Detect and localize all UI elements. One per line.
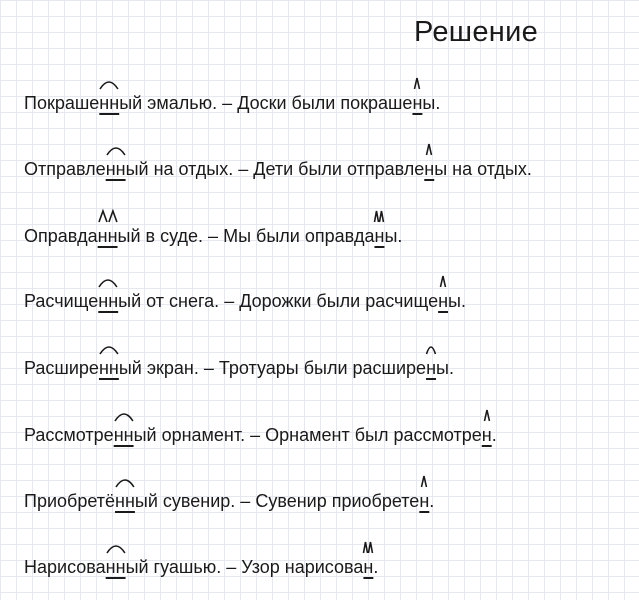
root-caret-mark [419,474,429,488]
suffix-letters: нн [113,425,134,445]
suffix-arc-mark [115,474,135,488]
suffix-letters: нн [98,291,119,311]
root-caret-mark [482,408,492,422]
short-form-text: Сувенир приобрете [255,491,420,511]
suffix-letters: нн [98,358,119,378]
dash: – [222,93,233,113]
dash: – [203,358,214,378]
suffix-letter: н [424,159,435,179]
participle-stem: Рассмотре [24,425,114,445]
participle-suffix [98,225,118,247]
dash: – [226,557,237,577]
participle-suffix [99,92,119,114]
dash: – [208,226,219,246]
short-form-ending: ы. [448,291,466,311]
short-form-ending: . [429,491,435,511]
participle-suffix [106,158,126,180]
suffix-arc-mark [98,274,118,288]
participle-ending: ый в суде. [117,226,204,246]
root-caret-mark [424,142,434,156]
suffix-letters: нн [115,491,135,511]
suffix-letter: н [374,226,385,246]
suffix-letter: н [481,425,492,445]
suffix-arc-mark [106,142,126,156]
dash: – [240,491,251,511]
short-form-ending: ы. [422,93,441,113]
suffix-letters: нн [105,159,126,179]
suffix-letters: нн [97,226,118,246]
sentence-pair-row [24,556,378,578]
participle-ending: ый от снега. [118,291,220,311]
root-caret-mark [438,274,448,288]
participle-ending: ый орнамент. [133,425,246,445]
short-form-suffix [374,225,384,247]
sentence-pair-row [24,92,440,114]
participle-stem: Расчище [24,291,99,311]
participle-stem: Нарисова [24,557,106,577]
short-form-suffix [482,424,492,446]
sentence-pair-row [24,158,532,180]
short-form-suffix [419,490,429,512]
participle-ending: ый сувенир. [134,491,236,511]
suffix-arc-mark [99,341,119,355]
participle-stem: Приобретё [24,491,116,511]
short-form-suffix [412,92,422,114]
suffix-arc-mark [114,408,134,422]
sentence-pair-row [24,424,497,446]
suffix-letters: нн [99,93,120,113]
participle-suffix [99,357,119,379]
double-caret-mark [363,540,373,554]
page-title: Решение [414,16,539,48]
short-form-ending: ы на отдых. [434,159,532,179]
short-form-text: Мы были оправда [223,226,375,246]
short-form-text: Тротуары были расшире [218,358,427,378]
participle-ending: ый гуашью. [125,557,222,577]
short-form-ending: . [373,557,379,577]
short-form-ending: ы. [436,358,454,378]
sentence-pair-row [24,290,466,312]
short-form-suffix [424,158,434,180]
short-form-suffix [438,290,448,312]
suffix-letter: н [363,557,374,577]
root-caret-mark [412,76,422,90]
suffix-letter: н [419,491,430,511]
suffix-letter: н [412,93,423,113]
sentence-pair-row [24,490,434,512]
suffix-arc-mark [99,76,119,90]
participle-suffix [114,424,134,446]
short-form-text: Дети были отправле [253,159,425,179]
double-caret-mark [374,209,384,223]
short-form-text: Орнамент был рассмотре [265,425,482,445]
participle-stem: Покраше [24,93,100,113]
sentence-pair-row [24,357,454,379]
participle-suffix [115,490,135,512]
participle-suffix [98,290,118,312]
suffix-letter: н [426,358,437,378]
participle-stem: Расшире [24,358,99,378]
short-form-suffix [426,357,436,379]
dash: – [238,159,249,179]
short-form-text: Доски были покраше [237,93,413,113]
short-form-suffix [363,556,373,578]
short-form-ending: . [491,425,497,445]
dash: – [224,291,235,311]
dash: – [250,425,261,445]
sentence-pair-row [24,225,402,247]
participle-stem: Оправда [24,226,98,246]
participle-ending: ый на отдых. [125,159,234,179]
participle-ending: ый экран. [118,358,199,378]
short-form-text: Узор нарисова [241,557,364,577]
suffix-letter: н [438,291,449,311]
suffix-arc-mark [426,341,436,355]
participle-stem: Отправле [24,159,106,179]
double-caret-mark [98,209,118,223]
participle-ending: ый эмалью. [119,93,218,113]
suffix-arc-mark [106,540,126,554]
participle-suffix [106,556,126,578]
short-form-ending: ы. [384,226,403,246]
suffix-letters: нн [105,557,126,577]
short-form-text: Дорожки были расчище [239,291,439,311]
